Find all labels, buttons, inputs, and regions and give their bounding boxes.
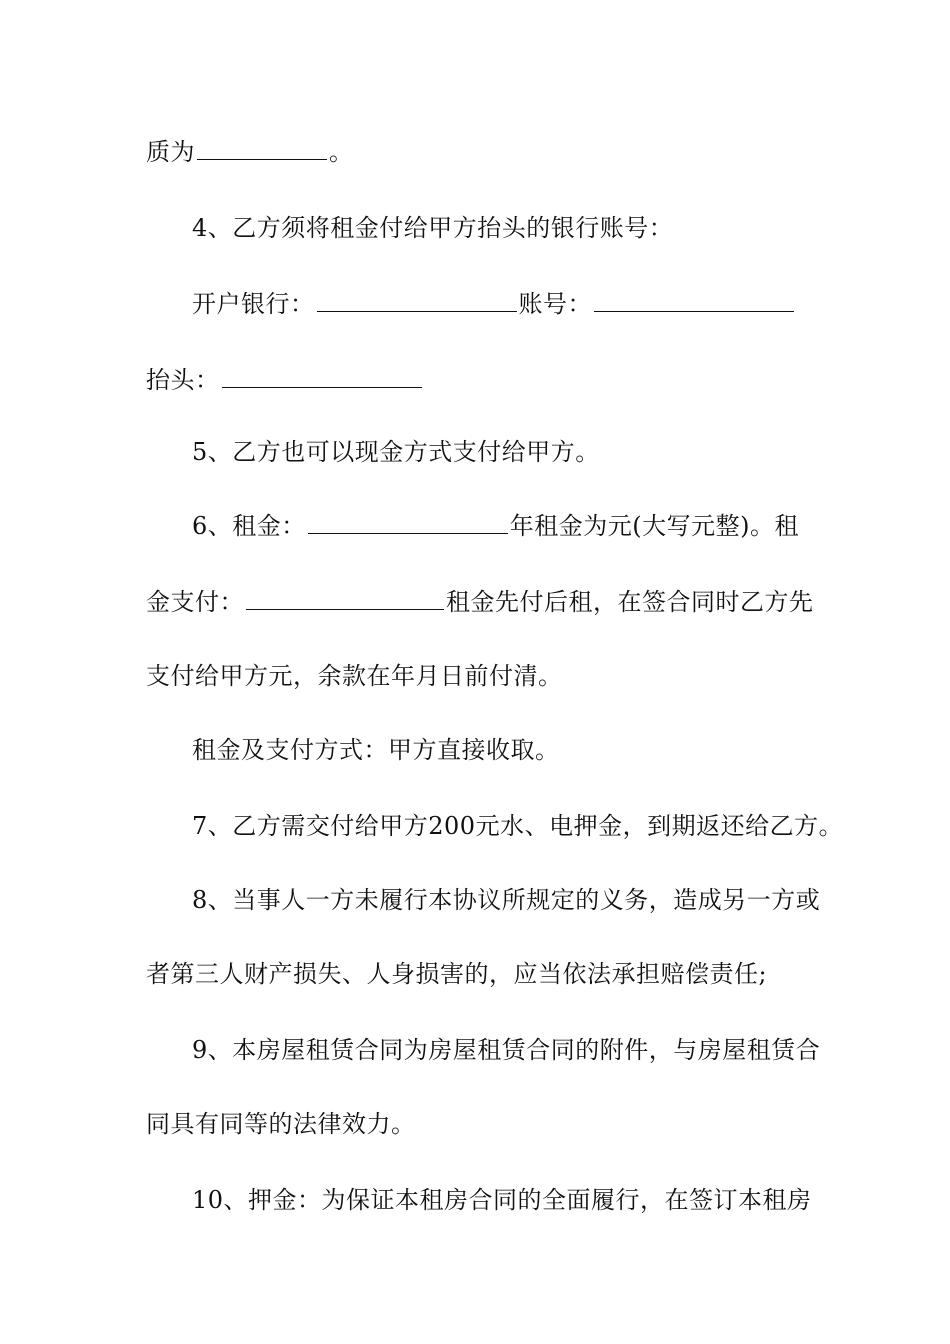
line-text: 年租金为元(大写元整)。租 [509, 512, 800, 540]
bank-name-blank[interactable] [317, 289, 517, 312]
paragraph-line-1 [146, 136, 826, 168]
paragraph-line-9 [192, 734, 832, 766]
payee-label: 抬头： [146, 366, 220, 394]
paragraph-line-8 [146, 660, 826, 692]
paragraph-line-14 [146, 1108, 826, 1140]
account-label: 账号： [518, 290, 592, 318]
paragraph-line-3 [192, 288, 832, 320]
rent-blank[interactable] [308, 511, 508, 534]
line-text: 9、本房屋租赁合同为房屋租赁合同的附件，与房屋租赁合 [192, 1036, 821, 1064]
line-text: 租金先付后租，在签合同时乙方先 [446, 588, 814, 616]
line-text: 租金及支付方式：甲方直接收取。 [192, 736, 560, 764]
payment-blank[interactable] [246, 587, 444, 610]
line-text: 同具有同等的法律效力。 [146, 1110, 416, 1138]
line-text: 10、押金：为保证本租房合同的全面履行，在签订本租房 [192, 1186, 812, 1214]
line-text: 支付给甲方元，余款在年月日前付清。 [146, 662, 563, 690]
paragraph-line-5 [192, 436, 832, 468]
line-text: 者第三人财产损失、人身损害的，应当依法承担赔偿责任; [146, 960, 768, 988]
paragraph-line-2 [192, 212, 832, 244]
paragraph-line-13 [192, 1034, 832, 1066]
paragraph-line-11 [192, 884, 832, 916]
fill-in-blank[interactable] [197, 137, 327, 160]
payee-blank[interactable] [222, 365, 422, 388]
line-text: 8、当事人一方未履行本协议所规定的义务，造成另一方或 [192, 886, 821, 914]
paragraph-line-4 [146, 364, 826, 396]
line-text: 。 [329, 138, 354, 166]
line-text: 金支付： [146, 588, 244, 616]
line-text: 6、租金： [192, 512, 306, 540]
line-text: 5、乙方也可以现金方式支付给甲方。 [192, 438, 600, 466]
bank-label: 开户银行： [192, 290, 315, 318]
paragraph-line-15 [192, 1184, 832, 1216]
account-number-blank[interactable] [594, 289, 794, 312]
paragraph-line-6 [192, 510, 832, 542]
line-text: 7、乙方需交付给甲方200元水、电押金，到期返还给乙方。 [192, 812, 844, 840]
paragraph-line-12 [146, 958, 826, 990]
paragraph-line-7 [146, 586, 826, 618]
paragraph-line-10 [192, 810, 844, 842]
line-text: 4、乙方须将租金付给甲方抬头的银行账号： [192, 214, 674, 242]
line-text: 质为 [146, 138, 195, 166]
